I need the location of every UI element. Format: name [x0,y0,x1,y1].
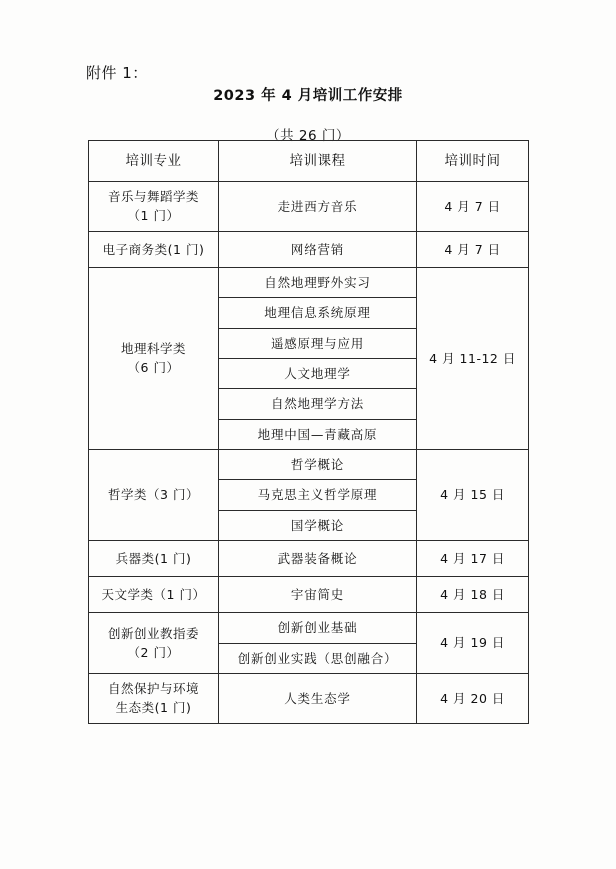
column-header-time: 培训时间 [417,141,529,182]
cell-major [89,577,219,613]
cell-major [89,182,219,232]
cell-course: 自然地理野外实习 [219,267,417,297]
cell-major [89,450,219,541]
cell-course: 创新创业实践（思创融合） [219,643,417,673]
course-count-subtitle: （共 26 门） [266,128,350,144]
table-row [89,231,529,267]
cell-course: 自然地理学方法 [219,389,417,419]
cell-course: 武器装备概论 [219,541,417,577]
table-row [89,613,529,643]
cell-course: 网络营销 [219,231,417,267]
cell-major [89,231,219,267]
cell-course: 宇宙简史 [219,577,417,613]
table-row [89,673,529,723]
cell-major [89,673,219,723]
cell-major [89,613,219,674]
cell-major-line1: 兵器类(1 门) [115,550,192,566]
cell-major-line1: 音乐与舞蹈学类 [107,189,199,204]
cell-course: 人类生态学 [219,673,417,723]
cell-major-line1: 电子商务类(1 门) [102,241,205,257]
attachment-label: 附件 1： [86,64,148,82]
table-row [89,182,529,232]
table-row [89,450,529,480]
cell-course: 创新创业基础 [219,613,417,643]
cell-major-line2: 生态类(1 门) [115,700,192,716]
training-schedule-table [88,140,529,724]
table-row [89,267,529,297]
cell-major-line1: 自然保护与环境 [107,680,199,696]
cell-major-line1: 创新创业教指委 [107,625,199,641]
cell-time: 4 月 7 日 [417,182,529,232]
cell-major-line2: （2 门） [127,645,180,660]
cell-course: 遥感原理与应用 [219,328,417,358]
cell-major-line2: （1 门） [127,208,180,224]
column-header-course: 培训课程 [219,141,417,182]
cell-major [89,541,219,577]
cell-major-line1: 地理科学类 [120,341,186,356]
cell-course: 哲学概论 [219,450,417,480]
cell-course: 马克思主义哲学原理 [219,480,417,510]
table-header-row [89,141,529,182]
cell-time: 4 月 15 日 [417,450,529,541]
cell-major-line1: 天文学类（1 门） [101,586,206,602]
cell-time: 4 月 20 日 [417,673,529,723]
cell-time: 4 月 17 日 [417,541,529,577]
column-header-major: 培训专业 [89,141,219,182]
table-body [89,182,529,724]
cell-major [89,267,219,449]
cell-major-line2: （6 门） [127,360,180,376]
cell-course: 人文地理学 [219,358,417,388]
cell-course: 走进西方音乐 [219,182,417,232]
cell-major-line1: 哲学类（3 门） [108,487,199,503]
cell-time: 4 月 7 日 [417,231,529,267]
table-row [89,541,529,577]
cell-time: 4 月 19 日 [417,613,529,674]
cell-course: 地理中国—青藏高原 [219,419,417,449]
cell-course: 国学概论 [219,510,417,540]
table-row [89,577,529,613]
page-title: 2023 年 4 月培训工作安排 [213,88,403,104]
cell-course: 地理信息系统原理 [219,298,417,328]
cell-time: 4 月 18 日 [417,577,529,613]
cell-time: 4 月 11-12 日 [417,267,529,449]
